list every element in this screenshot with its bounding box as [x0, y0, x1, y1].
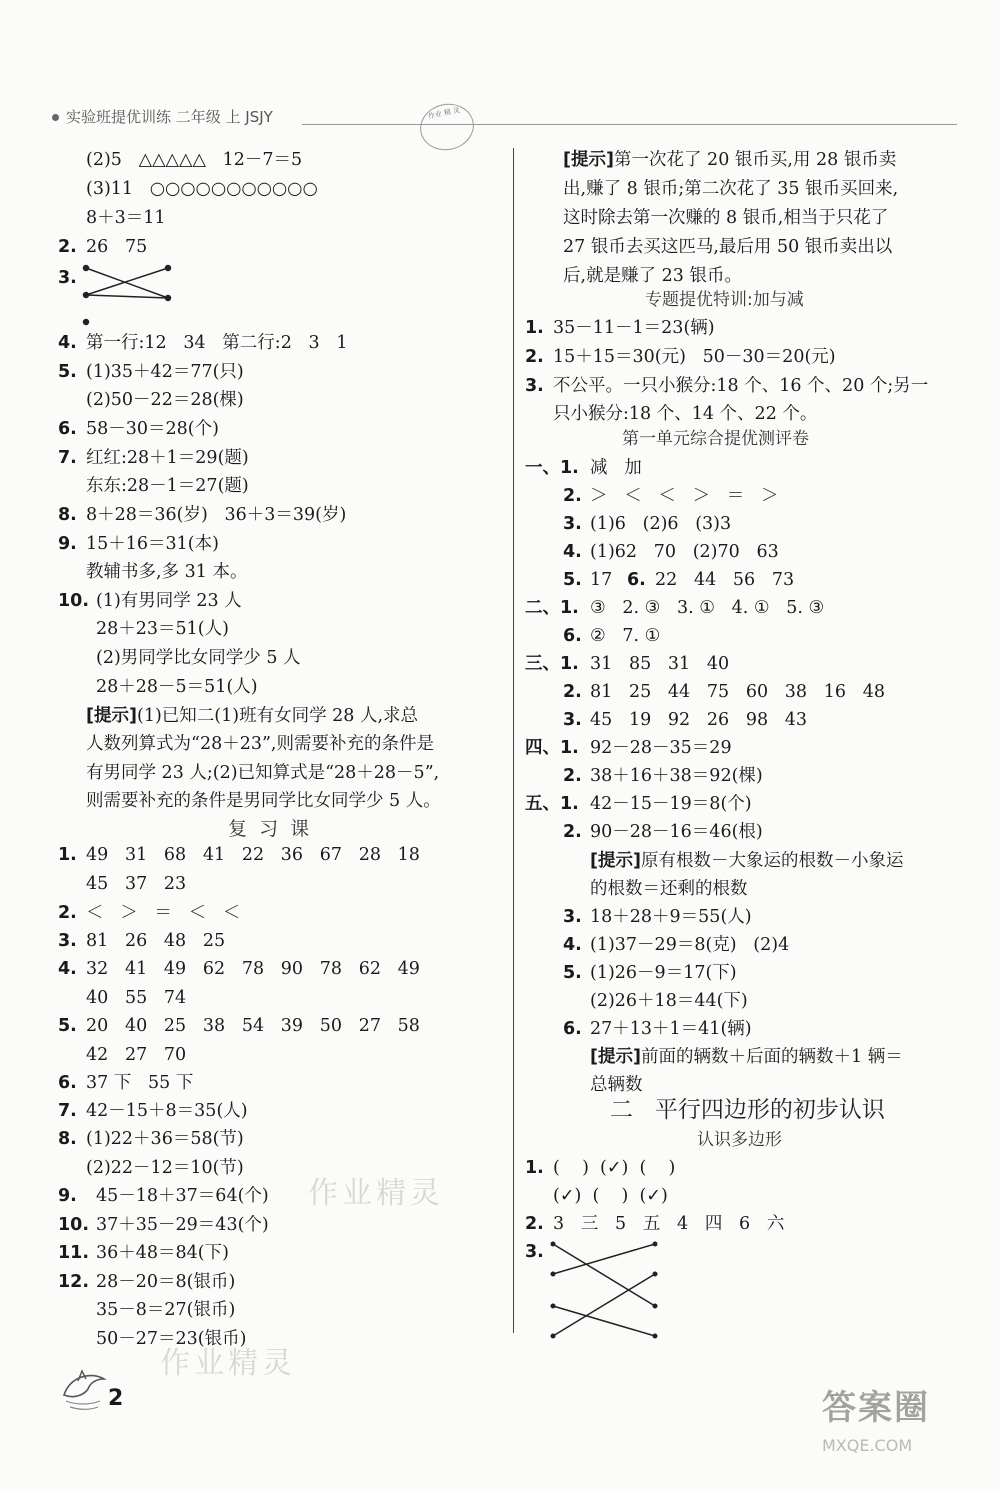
hint-line	[590, 1045, 903, 1069]
item-number: 2.	[563, 766, 582, 786]
answer-line: 22 44 56 73	[655, 570, 795, 590]
answer-line: 81 25 44 75 60 38 16 48	[590, 682, 885, 702]
column-divider	[513, 148, 514, 1333]
answer-line: ( ) (✓) ( )	[553, 1158, 676, 1178]
item-number: 6.	[58, 1073, 77, 1093]
item-number: 三、1.	[525, 654, 579, 674]
item-number: 3.	[58, 931, 77, 951]
answer-line: 3 三 5 五 4 四 6 六	[553, 1214, 785, 1234]
item-number: 3.	[563, 907, 582, 927]
answer-line: 32 41 49 62 78 90 78 62 49	[86, 959, 420, 979]
answer-line: 90－28－16＝46(根)	[590, 822, 763, 842]
answer-line: 8＋3＝11	[86, 208, 166, 228]
hint-line: 总辆数	[590, 1075, 643, 1095]
answer-line: 50－27＝23(银币)	[96, 1329, 247, 1349]
section-title: 第一单元综合提优测评卷	[622, 429, 809, 449]
answer-line: 37 下 55 下	[86, 1073, 194, 1093]
hint-line: 的根数＝还剩的根数	[590, 879, 748, 899]
answer-line: 45 19 92 26 98 43	[590, 710, 808, 730]
item-number: 4.	[563, 542, 582, 562]
hint-text: 第一次花了 20 银币买,用 28 银币卖	[614, 150, 897, 170]
item-number: 5.	[563, 963, 582, 983]
answer-line: 红红:28＋1＝29(题)	[86, 448, 249, 468]
answer-line: ＞ ＜ ＜ ＞ ＝ ＞	[590, 486, 779, 506]
item-number: 10.	[58, 1215, 90, 1235]
answer-line: (1)26－9＝17(下)	[590, 963, 737, 983]
answer-line: (2)50－22＝28(棵)	[86, 390, 244, 410]
item-number: 4.	[58, 959, 77, 979]
answer-line: (1)6 (2)6 (3)3	[590, 514, 732, 534]
answer-line: 只小猴分:18 个、14 个、22 个。	[553, 404, 818, 424]
answer-line: 教辅书多,多 31 本。	[86, 562, 248, 582]
item-number: 5.	[58, 362, 77, 382]
item-number: 五、1.	[525, 794, 579, 814]
answer-line: 42－15－19＝8(个)	[590, 794, 752, 814]
item-number: 3.	[563, 514, 582, 534]
answer-line: ③ 2. ③ 3. ① 4. ① 5. ③	[590, 598, 825, 618]
answer-line: 减 加	[590, 458, 642, 478]
answer-line: 28＋28－5＝51(人)	[96, 677, 258, 697]
answer-line: 不公平。一只小猴分:18 个、16 个、20 个;另一	[553, 376, 929, 396]
book-title: 实验班提优训练 二年级 上 JSJY	[66, 108, 273, 126]
hint-text: (1)已知二(1)班有女同学 28 人,求总	[137, 706, 419, 726]
hint-label: [提示]	[563, 150, 614, 170]
item-number: 2.	[58, 237, 77, 257]
answer-line: 42－15＋8＝35(人)	[86, 1101, 248, 1121]
watermark: 作业精灵	[308, 1176, 444, 1211]
hint-line: 后,就是赚了 23 银币。	[563, 266, 742, 286]
hint-line: 27 银币去买这匹马,最后用 50 银币卖出以	[563, 237, 893, 257]
item-number: 8.	[58, 505, 77, 525]
hint-line	[590, 849, 904, 873]
answer-line: 28＋23＝51(人)	[96, 619, 229, 639]
answer-line: 31 85 31 40	[590, 654, 730, 674]
answer-line: (✓) ( ) (✓)	[553, 1186, 668, 1206]
answer-line: (1)有男同学 23 人	[96, 591, 242, 611]
dolphin-icon	[60, 1365, 108, 1411]
item-number: 3.	[525, 1242, 544, 1262]
answer-line: 26 75	[86, 237, 148, 257]
answer-line: 35－8＝27(银币)	[96, 1300, 236, 1320]
item-number: 1.	[58, 845, 77, 865]
item-number: 4.	[58, 333, 77, 353]
item-number: 8.	[58, 1129, 77, 1149]
item-number: 7.	[58, 448, 77, 468]
answer-line: 38＋16＋38＝92(棵)	[590, 766, 763, 786]
watermark: 作业精灵	[160, 1346, 296, 1381]
answer-line: (1)37－29＝8(克) (2)4	[590, 935, 790, 955]
item-number: 2.	[525, 1214, 544, 1234]
item-number: 6.	[563, 1019, 582, 1039]
answer-line: (2)5 △△△△△ 12－7＝5	[86, 150, 303, 170]
answer-line: 45 37 23	[86, 874, 187, 894]
hint-label: [提示]	[86, 706, 137, 726]
answer-line: 42 27 70	[86, 1045, 187, 1065]
answer-line: 35－11－1＝23(辆)	[553, 318, 715, 338]
answer-line: (2)男同学比女同学少 5 人	[96, 648, 301, 668]
answer-line: (1)22＋36＝58(节)	[86, 1129, 244, 1149]
item-number: 5.	[58, 1016, 77, 1036]
answer-line: (1)62 70 (2)70 63	[590, 542, 779, 562]
hint-line: 则需要补充的条件是男同学比女同学少 5 人。	[86, 791, 441, 811]
line-match-figure	[80, 262, 175, 328]
section-title: 专题提优特训:加与减	[645, 290, 804, 310]
answer-line: 东东:28－1＝27(题)	[86, 476, 249, 496]
hint-line: 这时除去第一次赚的 8 银币,相当于只花了	[563, 208, 889, 228]
answer-line: 第一行:12 34 第二行:2 3 1	[86, 333, 348, 353]
item-number: 9.	[58, 1186, 77, 1206]
answer-line: 17	[590, 570, 613, 590]
item-number: 一、1.	[525, 458, 579, 478]
item-number: 1.	[525, 1158, 544, 1178]
hint-line: 出,赚了 8 银币;第二次花了 35 银币买回来,	[563, 179, 899, 199]
item-number: 四、1.	[525, 738, 579, 758]
watermark-stamp: 作业 精 灵	[416, 99, 478, 155]
header-rule	[302, 124, 957, 125]
item-number: 4.	[563, 935, 582, 955]
hint-line	[563, 148, 896, 172]
answer-line: 15＋15＝30(元) 50－30＝20(元)	[553, 347, 836, 367]
answer-line: 8＋28＝36(岁) 36＋3＝39(岁)	[86, 505, 347, 525]
site-url: MXQE.COM	[822, 1436, 913, 1455]
answer-line: (1)35＋42＝77(只)	[86, 362, 244, 382]
hint-line	[86, 704, 418, 728]
answer-line: ＜ ＞ ＝ ＜ ＜	[86, 903, 241, 923]
answer-line: ② 7. ①	[590, 626, 661, 646]
item-number: 二、1.	[525, 598, 579, 618]
item-number: 12.	[58, 1272, 90, 1292]
answer-line: 40 55 74	[86, 988, 187, 1008]
item-number: 6.	[58, 419, 77, 439]
page-number: 2	[108, 1386, 124, 1411]
item-number: 2.	[563, 682, 582, 702]
item-number: 2.	[58, 903, 77, 923]
lesson-title: 认识多边形	[697, 1130, 782, 1150]
hint-line: 有男同学 23 人;(2)已知算式是“28＋28－5”,	[86, 763, 440, 783]
answer-line: 58－30＝28(个)	[86, 419, 219, 439]
running-header	[52, 106, 957, 130]
item-number: 6.	[563, 626, 582, 646]
hint-label: [提示]	[590, 851, 641, 871]
hint-text: 原有根数－大象运的根数－小象运	[641, 851, 904, 871]
item-number: 5.	[563, 570, 582, 590]
item-number: 3.	[58, 268, 77, 288]
answer-line: 18＋28＋9＝55(人)	[590, 907, 752, 927]
answer-line: 92－28－35＝29	[590, 738, 732, 758]
item-number: 9.	[58, 534, 77, 554]
item-number: 6.	[627, 570, 646, 590]
item-number: 2.	[563, 486, 582, 506]
site-logo: 答案圈	[822, 1388, 930, 1428]
answer-line: 49 31 68 41 22 36 67 28 18	[86, 845, 420, 865]
answer-line: 28－20＝8(银币)	[96, 1272, 236, 1292]
hint-line: 人数列算式为“28＋23”,则需要补充的条件是	[86, 734, 434, 754]
bullet-dot	[52, 114, 59, 121]
section-title: 复 习 课	[228, 818, 310, 840]
item-number: 11.	[58, 1243, 90, 1263]
line-match-figure	[545, 1238, 665, 1344]
item-number: 2.	[525, 347, 544, 367]
hint-text: 前面的辆数＋后面的辆数＋1 辆＝	[641, 1047, 903, 1067]
answer-line: 37＋35－29＝43(个)	[96, 1215, 269, 1235]
answer-line: (2)22－12＝10(节)	[86, 1158, 244, 1178]
unit-title: 二 平行四边形的初步认识	[610, 1097, 885, 1123]
item-number: 2.	[563, 822, 582, 842]
answer-line: (3)11 ○○○○○○○○○○○	[86, 179, 318, 199]
item-number: 1.	[525, 318, 544, 338]
answer-line: 45－18＋37＝64(个)	[96, 1186, 269, 1206]
hint-label: [提示]	[590, 1047, 641, 1067]
answer-line: 20 40 25 38 54 39 50 27 58	[86, 1016, 420, 1036]
answer-line: 15＋16＝31(本)	[86, 534, 219, 554]
answer-line: 27＋13＋1＝41(辆)	[590, 1019, 752, 1039]
item-number: 10.	[58, 591, 90, 611]
item-number: 7.	[58, 1101, 77, 1121]
answer-line: 36＋48＝84(下)	[96, 1243, 229, 1263]
item-number: 3.	[563, 710, 582, 730]
item-number: 3.	[525, 376, 544, 396]
answer-line: 81 26 48 25	[86, 931, 226, 951]
answer-line: (2)26＋18＝44(下)	[590, 991, 748, 1011]
